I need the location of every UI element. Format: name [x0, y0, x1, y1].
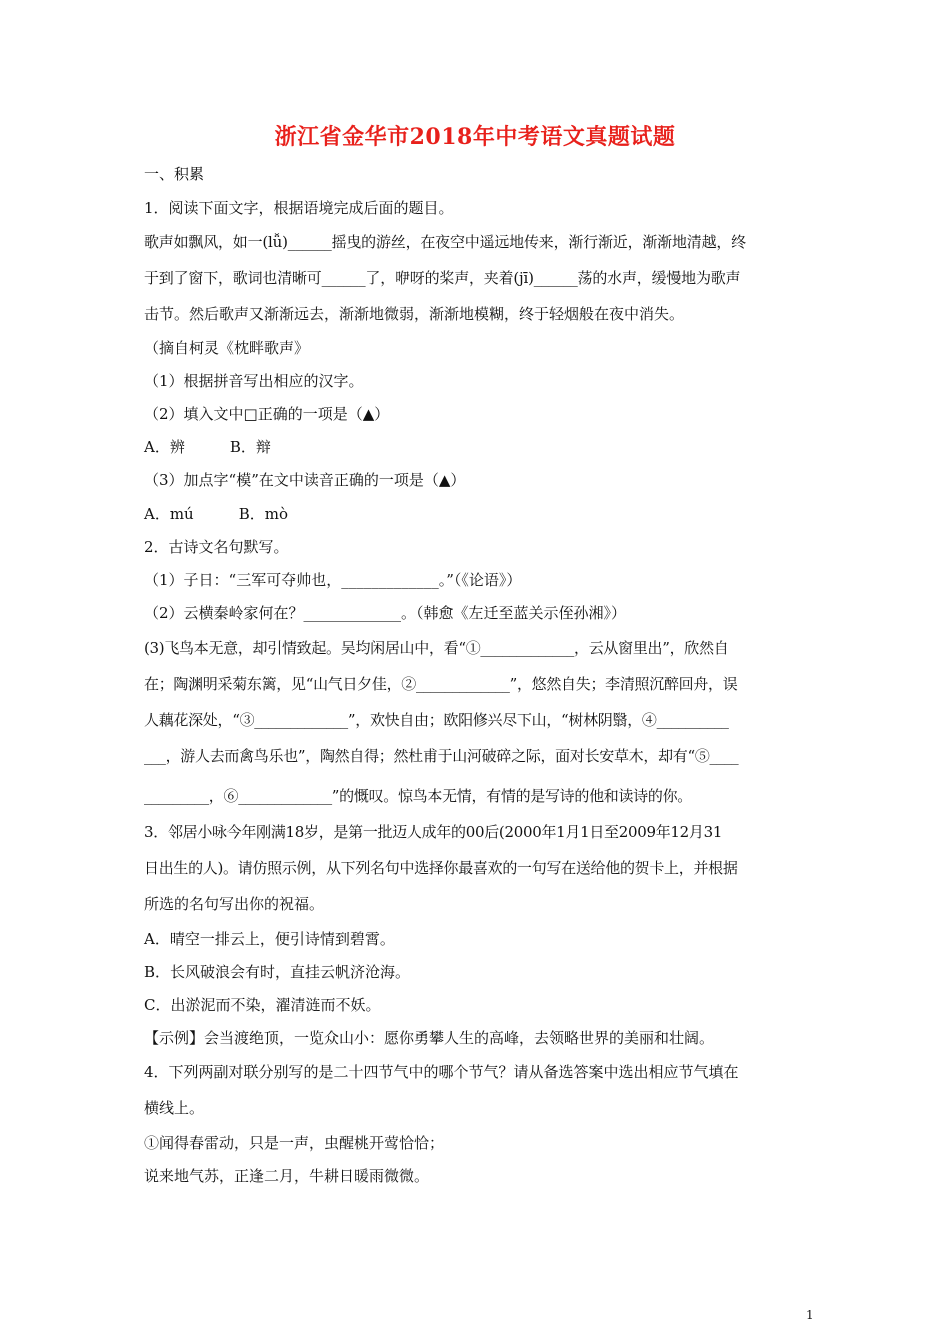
option-3-b: B．长风破浪会有时，直挂云帆济沧海。 [144, 963, 411, 981]
couplet-1-line-2: 说来地气苏，正逢二月，牛耕日暖雨微微。 [144, 1167, 430, 1185]
question-3-line-1: 3．邻居小咏今年刚满18岁，是第一批迈人成年的00后(2000年1月1日至2009年12月31 [144, 823, 723, 841]
option-3-a: A．晴空一排云上，便引诗情到碧霄。 [144, 930, 395, 948]
couplet-1-line-1: ①闻得春雷动，只是一声，虫醒桃开莺恰恰； [144, 1134, 445, 1152]
question-3-line-2: 日出生的人)。请仿照示例，从下列名句中选择你最喜欢的一句写在送给他的贺卡上，并根据 [144, 859, 738, 877]
subquestion-2-3-line-4: ___，游人去而禽鸟乐也”，陶然自得；然杜甫于山河破碎之际，面对长安草木，却有“⑤____ [144, 747, 739, 765]
page-title: 浙江省金华市2018年中考语文真题试题 [274, 124, 676, 150]
example-3: 【示例】会当渡绝顶，一览众山小：愿你勇攀人生的高峰，去领略世界的美丽和壮阔。 [144, 1029, 715, 1047]
section-heading: 一、积累 [144, 165, 205, 183]
subquestion-2-3-line-1: (3)飞鸟本无意，却引情致起。吴均闲居山中，看“①_____________，云从窗里出”，欣然自 [144, 639, 729, 657]
question-4-line-2: 横线上。 [144, 1099, 205, 1117]
question-1: 1．阅读下面文字，根据语境完成后面的题目。 [144, 199, 454, 217]
subquestion-1-2: （2）填入文中□正确的一项是（▲） [144, 405, 390, 423]
passage-line-1: 歌声如飘风，如一(lǚ)______摇曳的游丝，在夜空中遥远地传来，渐行渐近，渐渐地清越，终 [144, 233, 746, 251]
options-1-2: A．辨 B．辩 [144, 438, 271, 456]
options-1-3: A．mú B．mò [144, 505, 288, 523]
passage-line-3: 击节。然后歌声又渐渐远去，渐渐地微弱，渐渐地模糊，终于轻烟般在夜中消失。 [144, 305, 685, 323]
question-3-line-3: 所选的名句写出你的祝福。 [144, 895, 325, 913]
subquestion-2-3-line-3: 人藕花深处，“③_____________”，欢快自由；欧阳修兴尽下山，“树林阴翳，④__________ [144, 711, 729, 729]
subquestion-2-3-line-5: _________，⑥_____________”的慨叹。惊鸟本无情，有情的是写诗的他和读诗的你。 [144, 787, 692, 805]
question-4-line-1: 4．下列两副对联分别写的是二十四节气中的哪个节气？请从备选答案中选出相应节气填在 [144, 1063, 739, 1081]
subquestion-2-1: （1）子日：“三军可夺帅也，_____________。”（《论语》） [144, 571, 522, 589]
subquestion-2-3-line-2: 在；陶渊明采菊东篱，见“山气日夕佳，②_____________”，悠然自失；李清照沉醉回舟，误 [144, 675, 738, 693]
passage-line-2: 于到了窗下，歌词也清晰可______了，咿呀的桨声，夹着(jī)______荡的水声，缓慢地为歌声 [144, 269, 741, 287]
page-number: 1 [806, 1308, 814, 1322]
question-2: 2．古诗文名句默写。 [144, 538, 289, 556]
subquestion-1-1: （1）根据拼音写出相应的汉字。 [144, 372, 364, 390]
passage-source: （摘自柯灵《枕畔歌声》 [144, 339, 310, 357]
subquestion-1-3: （3）加点字“模”在文中读音正确的一项是（▲） [144, 471, 466, 489]
subquestion-2-2: （2）云横秦岭家何在？_____________。（韩愈《左迁至蓝关示侄孙湘》） [144, 604, 627, 622]
option-3-c: C．出淤泥而不染，濯清涟而不妖。 [144, 996, 381, 1014]
